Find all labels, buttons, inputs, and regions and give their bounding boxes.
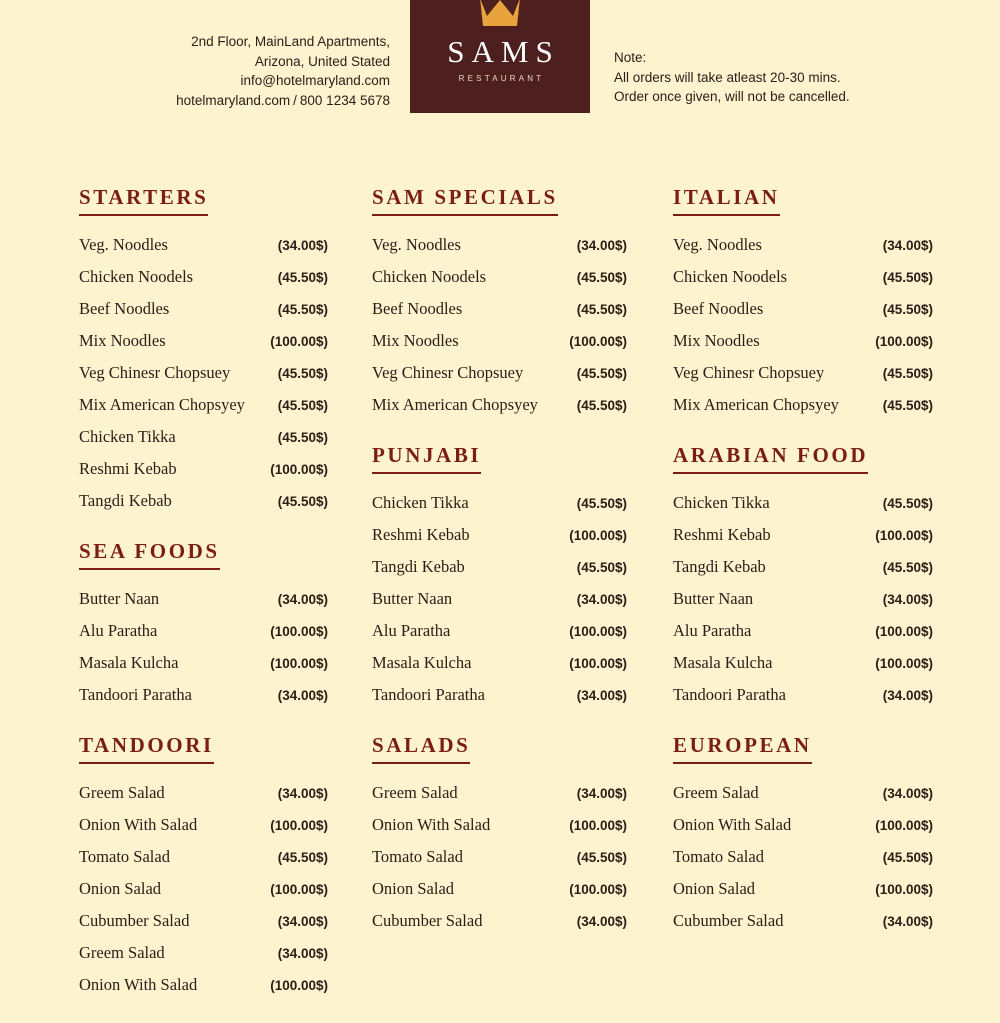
menu-item-price: (45.50$) <box>882 496 933 511</box>
menu-item <box>372 389 627 421</box>
menu-item-name: Chicken Noodels <box>372 267 487 286</box>
menu-item-name: Tandoori Paratha <box>79 685 192 704</box>
menu-item <box>372 325 627 357</box>
menu-item-name: Beef Noodles <box>673 299 764 318</box>
menu-section <box>673 443 933 711</box>
menu-item-price: (45.50$) <box>882 850 933 865</box>
menu-item <box>372 487 627 519</box>
menu-item-price: (45.50$) <box>576 850 627 865</box>
menu-item <box>79 615 328 647</box>
menu-item <box>79 937 328 969</box>
menu-header <box>0 0 1000 122</box>
menu-item <box>372 679 627 711</box>
menu-section-title: SEA FOODS <box>79 539 220 570</box>
menu-item <box>372 873 627 905</box>
menu-item <box>673 519 933 551</box>
menu-item <box>79 325 328 357</box>
menu-item-price: (45.50$) <box>882 270 933 285</box>
menu-item-name: Butter Naan <box>79 589 160 608</box>
menu-item-price: (100.00$) <box>270 978 328 993</box>
menu-item-name: Onion With Salad <box>372 815 491 834</box>
menu-item-name: Tandoori Paratha <box>673 685 786 704</box>
menu-item-name: Veg. Noodles <box>372 235 461 254</box>
menu-item-name: Onion With Salad <box>673 815 792 834</box>
menu-item-price: (45.50$) <box>882 560 933 575</box>
menu-item-price: (100.00$) <box>875 624 933 639</box>
menu-item-price: (100.00$) <box>569 528 627 543</box>
menu-item <box>673 679 933 711</box>
note-line-1: All orders will take atleast 20-30 mins. <box>614 69 841 85</box>
menu-item-price: (100.00$) <box>270 818 328 833</box>
menu-item-name: Tomato Salad <box>673 847 764 866</box>
menu-section-title: EUROPEAN <box>673 733 812 764</box>
address-phone: 800 1234 5678 <box>299 92 390 108</box>
menu-section-title: ARABIAN FOOD <box>673 443 868 474</box>
menu-item-name: Veg. Noodles <box>673 235 762 254</box>
menu-item-name: Mix Noodles <box>673 331 760 350</box>
note-title: Note: <box>614 50 647 65</box>
menu-item <box>372 647 627 679</box>
menu-item <box>372 583 627 615</box>
menu-item-price: (34.00$) <box>576 786 627 801</box>
menu-item-price: (34.00$) <box>576 592 627 607</box>
menu-item-price: (45.50$) <box>882 302 933 317</box>
menu-item <box>79 357 328 389</box>
menu-item-name: Chicken Tikka <box>673 493 770 512</box>
menu-item-price: (45.50$) <box>882 366 933 381</box>
menu-section <box>673 185 933 421</box>
menu-item-price: (34.00$) <box>882 238 933 253</box>
menu-item-price: (34.00$) <box>576 688 627 703</box>
menu-item <box>79 841 328 873</box>
menu-item-name: Cubumber Salad <box>372 911 483 930</box>
menu-section-title: SALADS <box>372 733 470 764</box>
address-separator: / <box>293 92 297 108</box>
menu-item <box>372 293 627 325</box>
menu-item <box>673 647 933 679</box>
menu-item-name: Mix American Chopsyey <box>79 395 245 414</box>
menu-item-name: Beef Noodles <box>79 299 170 318</box>
menu-item <box>79 969 328 1001</box>
menu-item <box>372 261 627 293</box>
note-line-2: Order once given, will not be cancelled. <box>614 89 850 104</box>
menu-item-price: (34.00$) <box>882 786 933 801</box>
menu-item-price: (100.00$) <box>270 334 328 349</box>
menu-item-price: (100.00$) <box>569 882 627 897</box>
menu-item-price: (45.50$) <box>576 270 627 285</box>
menu-item-name: Mix American Chopsyey <box>673 395 839 414</box>
order-note <box>614 48 850 107</box>
menu-item-name: Tangdi Kebab <box>372 557 465 576</box>
menu-section <box>673 733 933 937</box>
menu-item-name: Tomato Salad <box>372 847 463 866</box>
menu-item-price: (100.00$) <box>875 656 933 671</box>
menu-item-name: Butter Naan <box>673 589 754 608</box>
menu-item <box>79 873 328 905</box>
menu-column-3 <box>673 185 933 959</box>
menu-item-price: (34.00$) <box>576 238 627 253</box>
menu-item-name: Onion With Salad <box>79 815 198 834</box>
address-website: hotelmaryland.com <box>176 92 291 108</box>
menu-item <box>372 551 627 583</box>
menu-item-name: Tomato Salad <box>79 847 170 866</box>
menu-item-price: (45.50$) <box>277 366 328 381</box>
brand-name: SAMS <box>447 34 560 69</box>
menu-section <box>79 539 328 711</box>
menu-item <box>79 389 328 421</box>
menu-item-price: (100.00$) <box>875 334 933 349</box>
menu-item-name: Chicken Noodels <box>673 267 788 286</box>
menu-item-price: (34.00$) <box>277 592 328 607</box>
menu-item-price: (34.00$) <box>277 688 328 703</box>
menu-item <box>673 615 933 647</box>
menu-item-name: Mix Noodles <box>372 331 459 350</box>
menu-item <box>673 873 933 905</box>
menu-item-name: Chicken Tikka <box>372 493 469 512</box>
menu-item-price: (34.00$) <box>277 946 328 961</box>
menu-item-name: Veg. Noodles <box>79 235 168 254</box>
menu-item-name: Butter Naan <box>372 589 453 608</box>
menu-item-name: Masala Kulcha <box>673 653 773 672</box>
menu-item-price: (45.50$) <box>277 270 328 285</box>
menu-item-name: Veg Chinesr Chopsuey <box>79 363 231 382</box>
menu-item-name: Veg Chinesr Chopsuey <box>673 363 825 382</box>
menu-section <box>372 185 627 421</box>
menu-item-name: Chicken Noodels <box>79 267 194 286</box>
menu-section-title: PUNJABI <box>372 443 481 474</box>
menu-item-name: Greem Salad <box>673 783 759 802</box>
menu-item-name: Tangdi Kebab <box>79 491 172 510</box>
menu-item-price: (34.00$) <box>882 592 933 607</box>
menu-item <box>372 229 627 261</box>
menu-item-price: (45.50$) <box>277 850 328 865</box>
menu-item-price: (45.50$) <box>576 560 627 575</box>
menu-item <box>79 293 328 325</box>
menu-item <box>79 679 328 711</box>
menu-item-name: Alu Paratha <box>79 621 158 640</box>
menu-section <box>372 443 627 711</box>
menu-section-title: ITALIAN <box>673 185 780 216</box>
menu-item-name: Reshmi Kebab <box>79 459 177 478</box>
brand-subtitle: RESTAURANT <box>458 74 545 83</box>
menu-section-title: TANDOORI <box>79 733 214 764</box>
menu-item-price: (100.00$) <box>875 818 933 833</box>
menu-item-name: Greem Salad <box>79 783 165 802</box>
menu-item-name: Alu Paratha <box>372 621 451 640</box>
menu-section <box>79 733 328 1001</box>
menu-item <box>79 229 328 261</box>
menu-item-price: (100.00$) <box>569 624 627 639</box>
menu-item-name: Reshmi Kebab <box>372 525 470 544</box>
menu-item-price: (34.00$) <box>882 914 933 929</box>
menu-item <box>372 519 627 551</box>
menu-item-price: (100.00$) <box>270 462 328 477</box>
menu-item-name: Cubumber Salad <box>673 911 784 930</box>
menu-column-1 <box>79 185 328 1023</box>
menu-item <box>79 809 328 841</box>
menu-item <box>372 809 627 841</box>
menu-item <box>79 421 328 453</box>
menu-item-price: (100.00$) <box>569 656 627 671</box>
address-web-phone <box>0 91 390 111</box>
address-line-1: 2nd Floor, MainLand Apartments, <box>191 34 390 49</box>
menu-item <box>673 261 933 293</box>
menu-item-price: (34.00$) <box>576 914 627 929</box>
menu-item-price: (45.50$) <box>576 302 627 317</box>
menu-item <box>673 389 933 421</box>
menu-item-name: Onion Salad <box>79 879 162 898</box>
menu-section-title: STARTERS <box>79 185 208 216</box>
menu-item <box>673 357 933 389</box>
restaurant-address <box>0 32 390 110</box>
menu-item <box>673 809 933 841</box>
menu-item <box>79 261 328 293</box>
menu-item-price: (100.00$) <box>270 882 328 897</box>
menu-item <box>372 357 627 389</box>
menu-item-price: (45.50$) <box>576 496 627 511</box>
menu-item <box>79 905 328 937</box>
menu-section-title: SAM SPECIALS <box>372 185 558 216</box>
menu-item-price: (45.50$) <box>277 494 328 509</box>
menu-item <box>372 777 627 809</box>
menu-item-name: Reshmi Kebab <box>673 525 771 544</box>
menu-item-price: (45.50$) <box>277 302 328 317</box>
menu-item-price: (100.00$) <box>569 818 627 833</box>
menu-item-price: (45.50$) <box>576 366 627 381</box>
menu-item <box>673 841 933 873</box>
menu-item-name: Tangdi Kebab <box>673 557 766 576</box>
menu-item-price: (100.00$) <box>270 624 328 639</box>
menu-item <box>79 647 328 679</box>
menu-item-name: Beef Noodles <box>372 299 463 318</box>
menu-item <box>79 583 328 615</box>
menu-section <box>79 185 328 517</box>
menu-item-name: Onion Salad <box>673 879 756 898</box>
menu-item-name: Tandoori Paratha <box>372 685 485 704</box>
menu-item-price: (100.00$) <box>875 882 933 897</box>
menu-item-price: (34.00$) <box>277 786 328 801</box>
menu-item-name: Onion With Salad <box>79 975 198 994</box>
address-line-2: Arizona, United Stated <box>254 53 390 69</box>
menu-item-price: (45.50$) <box>277 430 328 445</box>
menu-item-price: (45.50$) <box>277 398 328 413</box>
address-email: info@hotelmaryland.com <box>240 73 390 88</box>
menu-item <box>372 615 627 647</box>
menu-item-name: Veg Chinesr Chopsuey <box>372 363 524 382</box>
menu-item-name: Cubumber Salad <box>79 911 190 930</box>
menu-item-price: (100.00$) <box>875 528 933 543</box>
menu-item-price: (100.00$) <box>569 334 627 349</box>
menu-item <box>673 777 933 809</box>
menu-item <box>673 583 933 615</box>
menu-item-price: (34.00$) <box>277 914 328 929</box>
menu-item-price: (45.50$) <box>576 398 627 413</box>
menu-item-name: Onion Salad <box>372 879 455 898</box>
menu-item-name: Chicken Tikka <box>79 427 176 446</box>
menu-item-price: (45.50$) <box>882 398 933 413</box>
menu-item <box>79 485 328 517</box>
menu-item <box>673 293 933 325</box>
crown-icon <box>477 0 523 30</box>
menu-item-name: Masala Kulcha <box>79 653 179 672</box>
menu-item <box>673 551 933 583</box>
brand-logo-box <box>410 0 590 113</box>
menu-item <box>372 905 627 937</box>
menu-item-price: (34.00$) <box>277 238 328 253</box>
menu-item-name: Mix American Chopsyey <box>372 395 538 414</box>
menu-item <box>372 841 627 873</box>
menu-item-name: Alu Paratha <box>673 621 752 640</box>
menu-item-name: Greem Salad <box>372 783 458 802</box>
menu-item <box>673 487 933 519</box>
menu-item-name: Greem Salad <box>79 943 165 962</box>
menu-column-2 <box>372 185 627 959</box>
menu-item <box>673 905 933 937</box>
menu-item-name: Masala Kulcha <box>372 653 472 672</box>
menu-item <box>79 777 328 809</box>
menu-item-name: Mix Noodles <box>79 331 166 350</box>
menu-item <box>673 325 933 357</box>
menu-item <box>79 453 328 485</box>
menu-section <box>372 733 627 937</box>
menu-item-price: (100.00$) <box>270 656 328 671</box>
menu-item-price: (34.00$) <box>882 688 933 703</box>
menu-item <box>673 229 933 261</box>
